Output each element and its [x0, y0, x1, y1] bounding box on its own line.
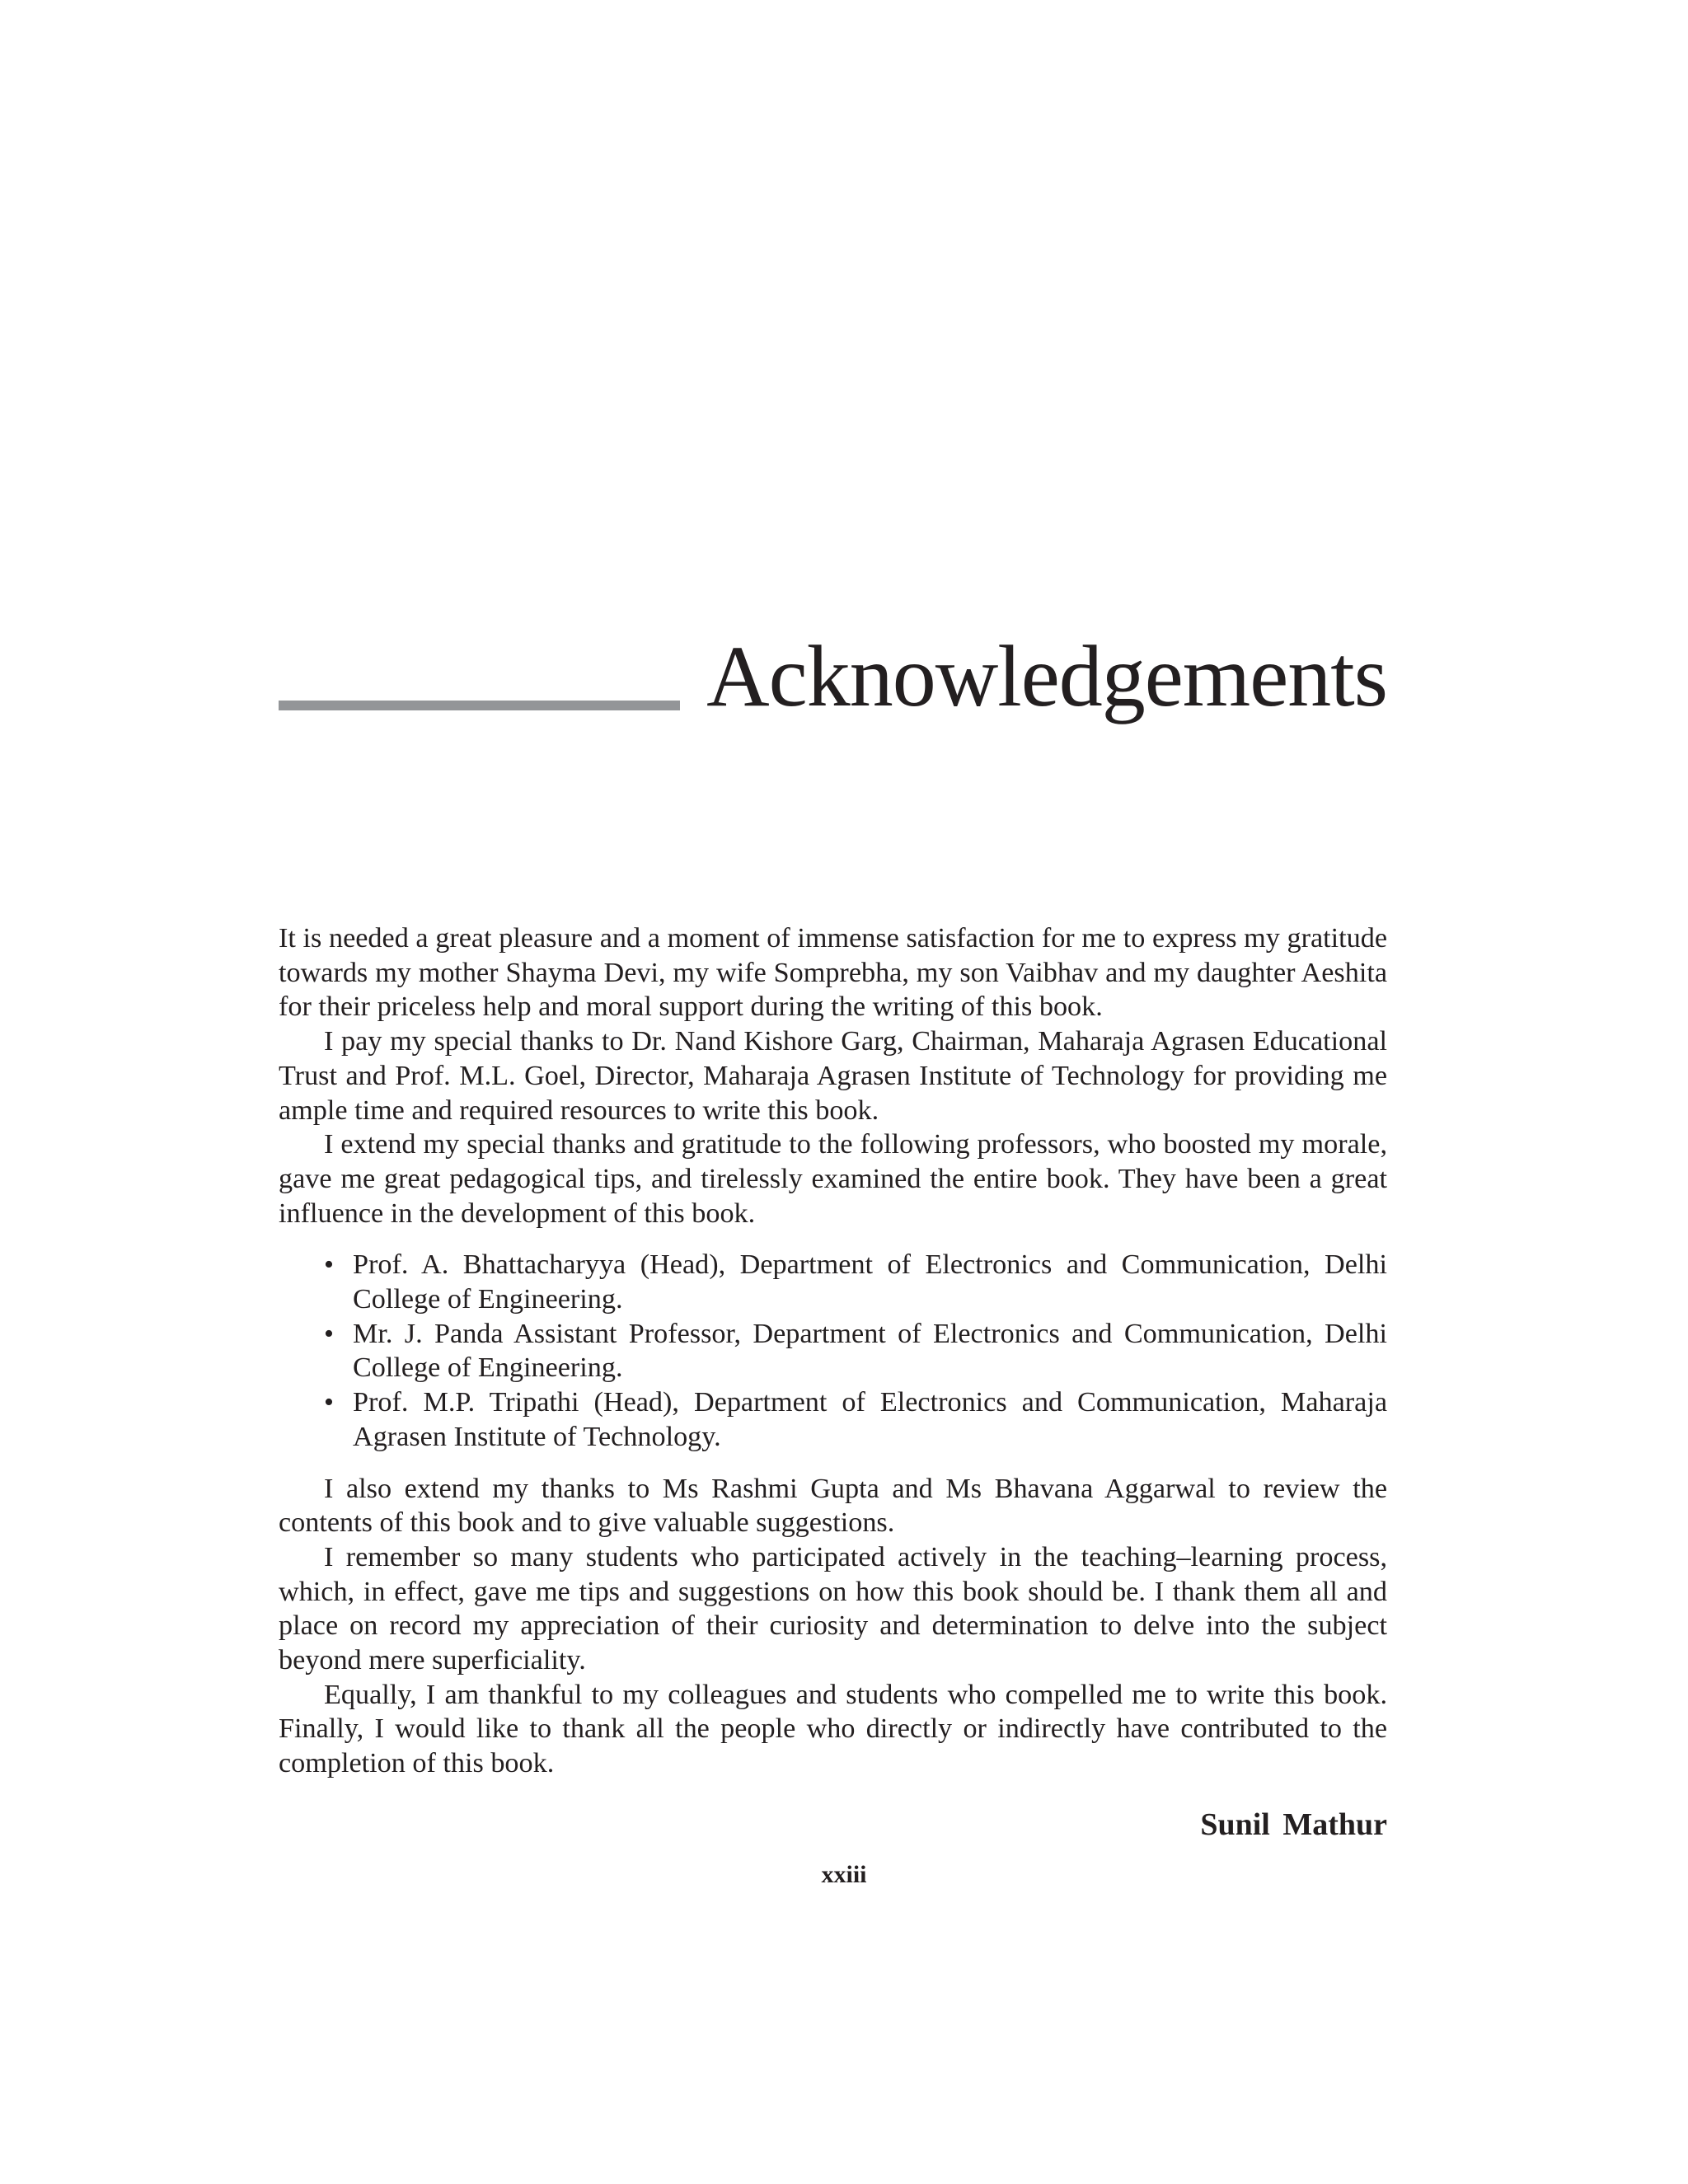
- list-item: [279, 1317, 1387, 1385]
- bullet-icon: •: [324, 1387, 334, 1418]
- list-item: [279, 1248, 1387, 1316]
- paragraph-gratitude-family: It is needed a great pleasure and a moment of immense satisfaction for me to express my gratitude towards my mother Shayma Devi, my wife Somprebha, my son Vaibhav and my daughter Aeshita for their priceless help and moral support during the writing of this book.: [279, 923, 1387, 1023]
- professor-list: [279, 1248, 1387, 1454]
- heading-rule: [279, 701, 680, 710]
- paragraph-thanks-chairman: I pay my special thanks to Dr. Nand Kishore Garg, Chairman, Maharaja Agrasen Educational Trust and Prof. M.L. Goel, Director, Maharaja Agrasen Institute of Technology for providing me ample time and required resources to write this book.: [279, 1026, 1387, 1126]
- page-number: xxiii: [821, 1861, 867, 1888]
- paragraph-thanks-students: I remember so many students who participated actively in the teaching–learning process, which, in effect, gave me tips and suggestions on how this book should be. I thank them all and place on record my appreciation of their curiosity and determination to delve into the subject beyond mere superficiality.: [279, 1541, 1387, 1676]
- bullet-icon: •: [324, 1249, 334, 1281]
- list-item-text: Prof. A. Bhattacharyya (Head), Department of Electronics and Communication, Delhi College of Engineering.: [353, 1249, 1387, 1315]
- paragraph-thanks-colleagues: Equally, I am thankful to my colleagues and students who compelled me to write this book. Finally, I would like to thank all the people who directly or indirectly have contributed to the completion of this book.: [279, 1679, 1387, 1779]
- acknowledgements-body: [279, 921, 1387, 1781]
- paragraph-thanks-professors: I extend my special thanks and gratitude to the following professors, who boosted my morale, gave me great pedagogical tips, and tirelessly examined the entire book. They have been a great influence in the development of this book.: [279, 1129, 1387, 1229]
- list-item-text: Prof. M.P. Tripathi (Head), Department of Electronics and Communication, Maharaja Agrasen Institute of Technology.: [353, 1387, 1387, 1452]
- bullet-icon: •: [324, 1318, 334, 1349]
- author-signature: Sunil Mathur: [1200, 1807, 1387, 1842]
- list-item-text: Mr. J. Panda Assistant Professor, Department of Electronics and Communication, Delhi College of Engineering.: [353, 1318, 1387, 1384]
- paragraph-thanks-reviewers: I also extend my thanks to Ms Rashmi Gupta and Ms Bhavana Aggarwal to review the contents of this book and to give valuable suggestions.: [279, 1473, 1387, 1539]
- page-title: Acknowledgements: [706, 628, 1387, 724]
- list-item: [279, 1385, 1387, 1454]
